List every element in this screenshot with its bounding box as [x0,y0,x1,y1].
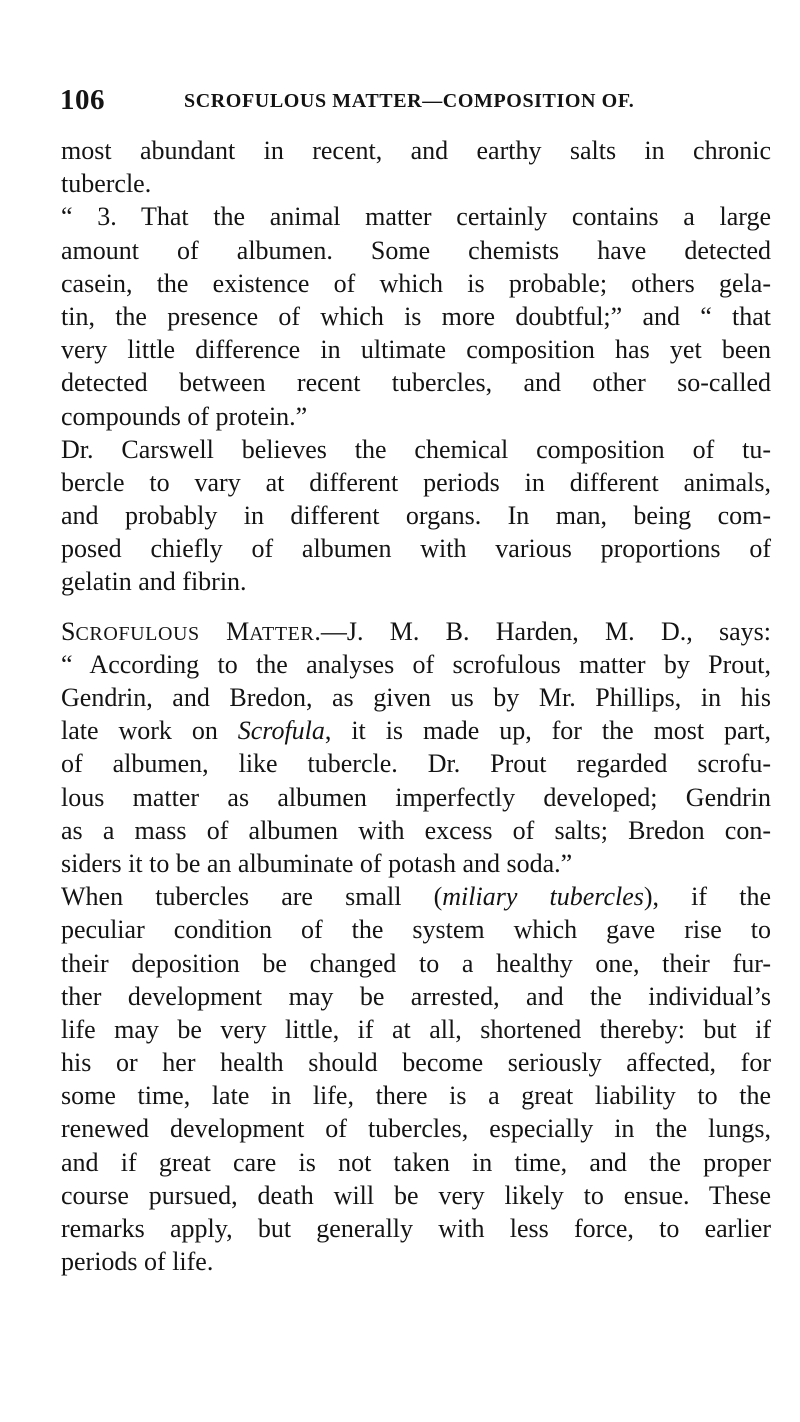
text-line: casein, the existence of which is probable; others gela- [61,268,771,298]
text-line [61,880,771,913]
text-line: life may be very little, if at all, shortened thereby: but if [61,1014,771,1044]
text-fragment: When tubercles are small ( [61,882,443,912]
text-line: as a mass of albumen with excess of salts; Bredon con- [61,815,771,845]
text-line: lous matter as albumen imperfectly developed; Gendrin [61,782,771,812]
page-header [60,84,760,124]
text-line: posed chiefly of albumen with various proportions of [61,534,771,564]
text-fragment: ), if the [643,882,771,912]
text-fragment: , it is made up, for the most part, [324,716,771,746]
text-line: Dr. Carswell believes the chemical composition of tu- [61,434,771,464]
body-text [61,134,771,1278]
text-line: amount of albumen. Some chemists have detected [61,235,771,265]
heading-initial: S [61,616,76,646]
book-title-italic: Scrofula [237,716,325,746]
text-line [61,714,771,747]
paragraph-continuation [61,134,771,200]
text-line: Gendrin, and Bredon, as given us by Mr. Phillips, in his [61,683,771,712]
text-line: bercle to vary at different periods in different animals, [61,467,771,497]
text-line: gelatin and fibrin. [61,567,247,597]
text-line: course pursued, death will be very likely to ensue. These [61,1180,771,1210]
text-line: compounds of protein.” [61,401,308,431]
text-line: periods of life. [61,1247,214,1277]
paragraph-tubercles [61,880,771,1278]
text-line: and if great care is not taken in time, and the proper [61,1147,771,1177]
heading-small-caps: CROFULOUS [75,622,200,645]
text-line: their deposition be changed to a healthy one, their fur- [61,948,771,978]
text-line: renewed development of tubercles, especially in the lungs, [61,1114,771,1144]
text-line: “ According to the analyses of scrofulous matter by Prout, [61,649,771,679]
text-line: detected between recent tubercles, and other so-called [61,368,771,398]
paragraph-quote-point-3 [61,200,771,432]
text-line: tin, the presence of which is more doubtful;” and “ that [61,301,771,331]
text-line: tubercle. [61,169,152,199]
text-line: his or her health should become seriously affected, for [61,1048,771,1078]
text-line: of albumen, like tubercle. Dr. Prout regarded scrofu- [61,749,771,779]
text-line: ther development may be arrested, and the individual’s [61,981,771,1011]
text-line: “ 3. That the animal matter certainly contains a large [61,202,771,232]
heading-rest: .—J. M. B. Harden, M. D., says: [314,616,771,646]
text-fragment: late work on [61,716,238,746]
page-number: 106 [60,84,105,116]
text-line: most abundant in recent, and earthy salts in chronic [61,136,771,165]
text-line: very little difference in ultimate composition has yet been [61,335,771,365]
running-head: SCROFULOUS MATTER—COMPOSITION OF. [184,90,635,112]
heading-small-caps: ATTER [249,622,315,645]
heading-initial: M [226,616,250,646]
text-line: remarks apply, but generally with less force, to earlier [61,1214,771,1243]
section-heading-line [61,615,771,648]
text-line: siders it to be an albuminate of potash and soda.” [61,848,573,878]
term-italic: miliary tubercles [442,882,644,912]
text-line: some time, late in life, there is a great liability to the [61,1081,771,1111]
paragraph-scrofulous-matter [61,615,771,881]
text-line: and probably in different organs. In man, being com- [61,501,771,531]
paragraph-carswell [61,433,771,599]
text-line: peculiar condition of the system which gave rise to [61,915,771,945]
